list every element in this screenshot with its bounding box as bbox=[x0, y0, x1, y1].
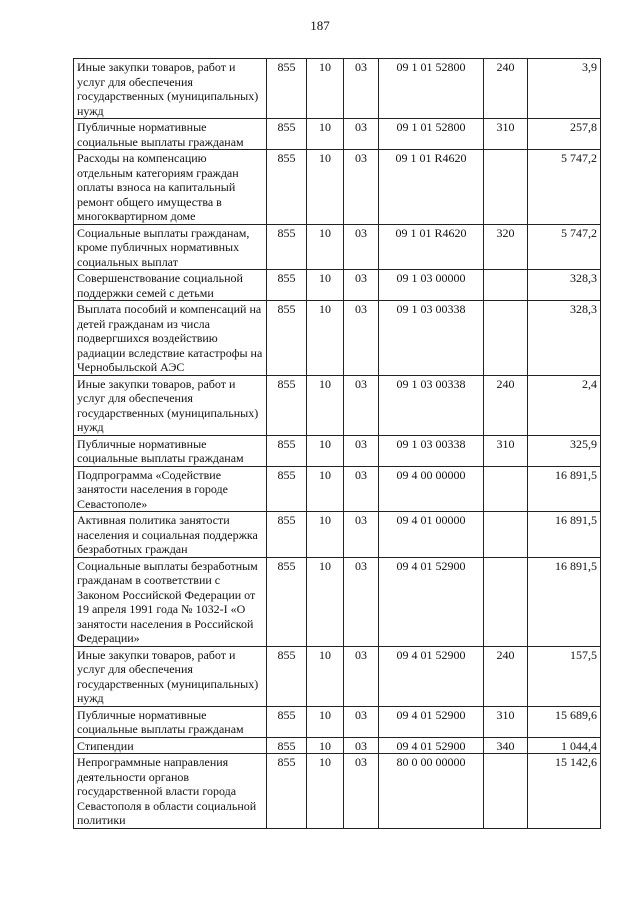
expense-type-code bbox=[484, 301, 528, 376]
grbs-code: 855 bbox=[267, 119, 307, 150]
subsection-code: 03 bbox=[344, 224, 379, 270]
expense-name: Выплата пособий и компенсаций на детей гражданам из числа подвергшихся воздействию радиации вследствие катастрофы на Чернобыльской АЭС bbox=[74, 301, 267, 376]
amount: 15 689,6 bbox=[528, 706, 601, 737]
expense-name: Активная политика занятости населения и социальная поддержка безработных граждан bbox=[74, 512, 267, 558]
target-article-code: 09 4 01 52900 bbox=[379, 737, 484, 754]
expense-type-code: 310 bbox=[484, 435, 528, 466]
grbs-code: 855 bbox=[267, 224, 307, 270]
table-row bbox=[74, 301, 601, 376]
grbs-code: 855 bbox=[267, 557, 307, 646]
section-code: 10 bbox=[307, 754, 344, 829]
expense-type-code bbox=[484, 754, 528, 829]
section-code: 10 bbox=[307, 737, 344, 754]
expense-name: Совершенствование социальной поддержки семей с детьми bbox=[74, 270, 267, 301]
amount: 325,9 bbox=[528, 435, 601, 466]
expense-type-code bbox=[484, 466, 528, 512]
table-row bbox=[74, 737, 601, 754]
expense-type-code bbox=[484, 150, 528, 225]
subsection-code: 03 bbox=[344, 754, 379, 829]
subsection-code: 03 bbox=[344, 557, 379, 646]
expense-type-code: 320 bbox=[484, 224, 528, 270]
section-code: 10 bbox=[307, 375, 344, 435]
section-code: 10 bbox=[307, 435, 344, 466]
table-row bbox=[74, 754, 601, 829]
section-code: 10 bbox=[307, 119, 344, 150]
amount: 3,9 bbox=[528, 59, 601, 119]
table-row bbox=[74, 466, 601, 512]
table-row bbox=[74, 150, 601, 225]
expense-type-code bbox=[484, 557, 528, 646]
expense-name: Публичные нормативные социальные выплаты гражданам bbox=[74, 435, 267, 466]
expense-type-code: 240 bbox=[484, 646, 528, 706]
target-article-code: 09 4 01 00000 bbox=[379, 512, 484, 558]
target-article-code: 09 1 03 00338 bbox=[379, 435, 484, 466]
expense-name: Публичные нормативные социальные выплаты гражданам bbox=[74, 119, 267, 150]
grbs-code: 855 bbox=[267, 301, 307, 376]
expense-name: Подпрограмма «Содействие занятости населения в городе Севастополе» bbox=[74, 466, 267, 512]
table-body bbox=[74, 59, 601, 829]
amount: 16 891,5 bbox=[528, 466, 601, 512]
expense-type-code bbox=[484, 270, 528, 301]
amount: 328,3 bbox=[528, 301, 601, 376]
expense-name: Стипендии bbox=[74, 737, 267, 754]
section-code: 10 bbox=[307, 270, 344, 301]
subsection-code: 03 bbox=[344, 119, 379, 150]
section-code: 10 bbox=[307, 150, 344, 225]
subsection-code: 03 bbox=[344, 150, 379, 225]
grbs-code: 855 bbox=[267, 375, 307, 435]
table-row bbox=[74, 375, 601, 435]
grbs-code: 855 bbox=[267, 646, 307, 706]
expense-type-code: 310 bbox=[484, 706, 528, 737]
expense-name: Социальные выплаты безработным гражданам в соответствии с Законом Российской Федерации от 19 апреля 1991 года № 1032-I «О занятости населения в Российской Федерации» bbox=[74, 557, 267, 646]
table-row bbox=[74, 224, 601, 270]
target-article-code: 09 4 01 52900 bbox=[379, 646, 484, 706]
amount: 2,4 bbox=[528, 375, 601, 435]
grbs-code: 855 bbox=[267, 754, 307, 829]
expense-name: Иные закупки товаров, работ и услуг для обеспечения государственных (муниципальных) нужд bbox=[74, 646, 267, 706]
grbs-code: 855 bbox=[267, 737, 307, 754]
expense-name: Непрограммные направления деятельности органов государственной власти города Севастополя в области социальной политики bbox=[74, 754, 267, 829]
subsection-code: 03 bbox=[344, 59, 379, 119]
section-code: 10 bbox=[307, 512, 344, 558]
budget-table bbox=[73, 58, 601, 829]
target-article-code: 09 4 01 52900 bbox=[379, 706, 484, 737]
amount: 328,3 bbox=[528, 270, 601, 301]
section-code: 10 bbox=[307, 301, 344, 376]
table-row bbox=[74, 119, 601, 150]
amount: 16 891,5 bbox=[528, 557, 601, 646]
expense-type-code: 240 bbox=[484, 59, 528, 119]
expense-type-code: 240 bbox=[484, 375, 528, 435]
subsection-code: 03 bbox=[344, 466, 379, 512]
expense-type-code bbox=[484, 512, 528, 558]
subsection-code: 03 bbox=[344, 270, 379, 301]
amount: 5 747,2 bbox=[528, 224, 601, 270]
grbs-code: 855 bbox=[267, 512, 307, 558]
expense-name: Социальные выплаты гражданам, кроме публичных нормативных социальных выплат bbox=[74, 224, 267, 270]
table-row bbox=[74, 435, 601, 466]
expense-type-code: 310 bbox=[484, 119, 528, 150]
subsection-code: 03 bbox=[344, 512, 379, 558]
section-code: 10 bbox=[307, 224, 344, 270]
subsection-code: 03 bbox=[344, 646, 379, 706]
amount: 5 747,2 bbox=[528, 150, 601, 225]
amount: 157,5 bbox=[528, 646, 601, 706]
expense-name: Иные закупки товаров, работ и услуг для обеспечения государственных (муниципальных) нужд bbox=[74, 375, 267, 435]
target-article-code: 09 1 01 R4620 bbox=[379, 224, 484, 270]
subsection-code: 03 bbox=[344, 737, 379, 754]
table-row bbox=[74, 59, 601, 119]
expense-name: Расходы на компенсацию отдельным категориям граждан оплаты взноса на капитальный ремонт общего имущества в многоквартирном доме bbox=[74, 150, 267, 225]
target-article-code: 09 1 03 00000 bbox=[379, 270, 484, 301]
table-row bbox=[74, 270, 601, 301]
amount: 257,8 bbox=[528, 119, 601, 150]
amount: 15 142,6 bbox=[528, 754, 601, 829]
target-article-code: 09 1 01 52800 bbox=[379, 59, 484, 119]
grbs-code: 855 bbox=[267, 150, 307, 225]
table-row bbox=[74, 557, 601, 646]
amount: 16 891,5 bbox=[528, 512, 601, 558]
expense-name: Иные закупки товаров, работ и услуг для обеспечения государственных (муниципальных) нужд bbox=[74, 59, 267, 119]
table-row bbox=[74, 646, 601, 706]
grbs-code: 855 bbox=[267, 466, 307, 512]
target-article-code: 80 0 00 00000 bbox=[379, 754, 484, 829]
target-article-code: 09 1 01 R4620 bbox=[379, 150, 484, 225]
section-code: 10 bbox=[307, 706, 344, 737]
page-number: 187 bbox=[310, 18, 330, 33]
target-article-code: 09 4 00 00000 bbox=[379, 466, 484, 512]
section-code: 10 bbox=[307, 466, 344, 512]
target-article-code: 09 1 03 00338 bbox=[379, 375, 484, 435]
subsection-code: 03 bbox=[344, 706, 379, 737]
target-article-code: 09 4 01 52900 bbox=[379, 557, 484, 646]
grbs-code: 855 bbox=[267, 59, 307, 119]
grbs-code: 855 bbox=[267, 435, 307, 466]
expense-name: Публичные нормативные социальные выплаты гражданам bbox=[74, 706, 267, 737]
section-code: 10 bbox=[307, 59, 344, 119]
target-article-code: 09 1 03 00338 bbox=[379, 301, 484, 376]
expense-type-code: 340 bbox=[484, 737, 528, 754]
subsection-code: 03 bbox=[344, 375, 379, 435]
section-code: 10 bbox=[307, 646, 344, 706]
grbs-code: 855 bbox=[267, 706, 307, 737]
table-row bbox=[74, 706, 601, 737]
grbs-code: 855 bbox=[267, 270, 307, 301]
subsection-code: 03 bbox=[344, 301, 379, 376]
amount: 1 044,4 bbox=[528, 737, 601, 754]
section-code: 10 bbox=[307, 557, 344, 646]
target-article-code: 09 1 01 52800 bbox=[379, 119, 484, 150]
table-row bbox=[74, 512, 601, 558]
subsection-code: 03 bbox=[344, 435, 379, 466]
